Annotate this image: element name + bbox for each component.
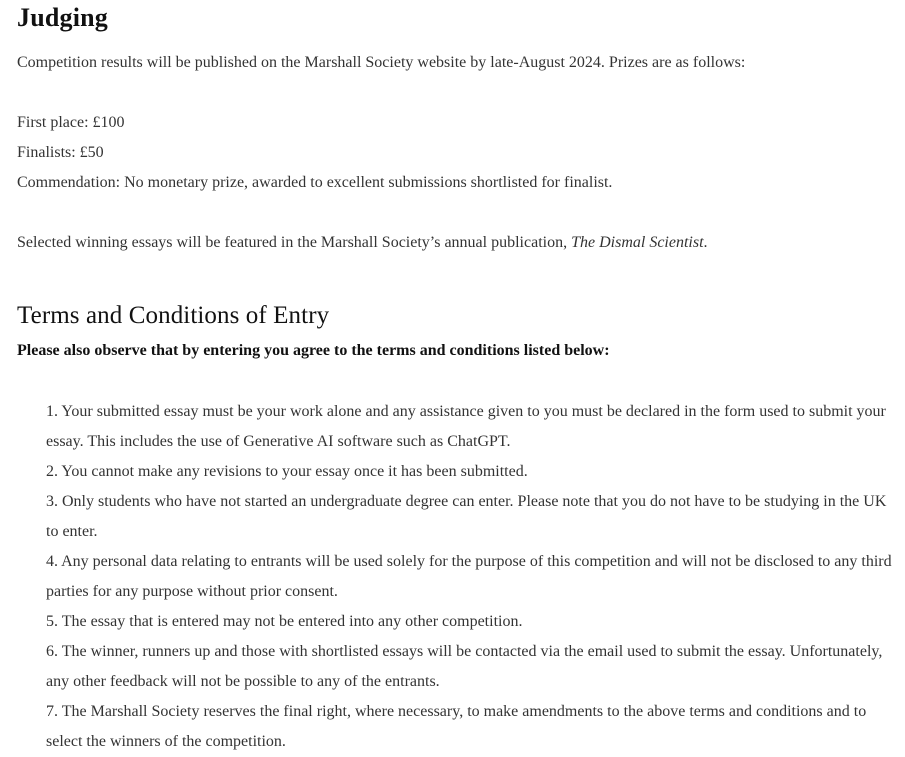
publication-title: The Dismal Scientist [571,234,704,251]
terms-item-6: 6. The winner, runners up and those with shortlisted essays will be contacted via the email used to submit the essay. Unfortunately, any other feedback will not be possible to any of the entrants. [46,643,883,690]
featured-suffix: . [703,234,708,251]
terms-item-3: 3. Only students who have not started an undergraduate degree can enter. Please note that you do not have to be studying in the UK to enter. [46,493,887,540]
terms-list [46,397,896,757]
featured-prefix: Selected winning essays will be featured in the Marshall Society’s annual publication, [17,234,572,251]
featured-publication-note [17,233,708,253]
terms-item-2: 2. You cannot make any revisions to your essay once it has been submitted. [46,463,528,480]
terms-note: Please also observe that by entering you agree to the terms and conditions listed below: [17,342,610,359]
prize-first-place: First place: £100 [17,114,125,131]
terms-heading: Terms and Conditions of Entry [17,302,330,329]
terms-item-4: 4. Any personal data relating to entrants will be used solely for the purpose of this competition and will not be disclosed to any third parties for any purpose without prior consent. [46,553,892,600]
terms-item-5: 5. The essay that is entered may not be entered into any other competition. [46,613,523,630]
judging-intro: Competition results will be published on the Marshall Society website by late-August 2024. Prizes are as follows: [17,54,746,71]
terms-item-1: 1. Your submitted essay must be your work alone and any assistance given to you must be declared in the form used to submit your essay. This includes the use of Generative AI software such as ChatGPT. [46,403,886,450]
prize-finalists: Finalists: £50 [17,144,104,161]
judging-heading: Judging [17,3,109,32]
prize-commendation: Commendation: No monetary prize, awarded to excellent submissions shortlisted for finalist. [17,174,613,191]
terms-item-7: 7. The Marshall Society reserves the final right, where necessary, to make amendments to the above terms and conditions and to select the winners of the competition. [46,703,867,750]
